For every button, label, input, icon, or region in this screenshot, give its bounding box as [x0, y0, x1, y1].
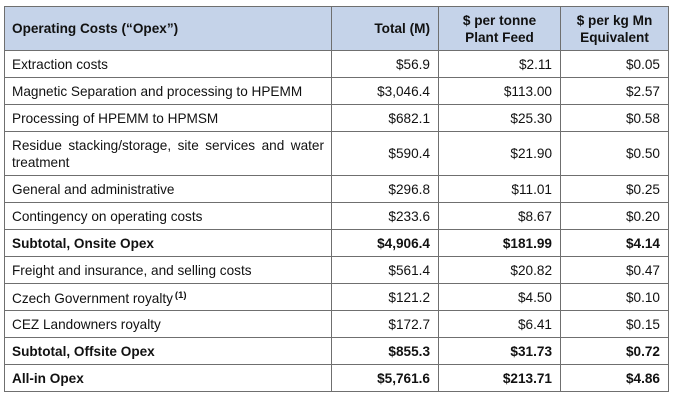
row-per-tonne: $213.71 — [439, 365, 561, 392]
row-per-tonne: $25.30 — [439, 105, 561, 132]
row-label: Czech Government royalty — [12, 291, 173, 306]
table-row — [5, 51, 669, 78]
row-total: $4,906.4 — [332, 230, 439, 257]
row-label: Contingency on operating costs — [5, 203, 332, 230]
row-label-with-footnote — [5, 284, 332, 311]
row-label: All-in Opex — [5, 365, 332, 392]
row-total: $56.9 — [332, 51, 439, 78]
header-per-kg — [561, 7, 669, 51]
header-per-tonne-line2: Plant Feed — [465, 29, 534, 45]
row-per-kg: $0.50 — [561, 132, 669, 176]
row-total: $3,046.4 — [332, 78, 439, 105]
row-total: $233.6 — [332, 203, 439, 230]
row-per-kg: $4.14 — [561, 230, 669, 257]
row-total: $121.2 — [332, 284, 439, 311]
row-per-tonne: $113.00 — [439, 78, 561, 105]
row-total: $590.4 — [332, 132, 439, 176]
table-row — [5, 176, 669, 203]
header-per-tonne-line1: $ per tonne — [462, 12, 537, 28]
subtotal-row — [5, 230, 669, 257]
row-per-tonne: $181.99 — [439, 230, 561, 257]
table-row — [5, 257, 669, 284]
row-per-tonne: $11.01 — [439, 176, 561, 203]
table-row — [5, 311, 669, 338]
table-body — [5, 51, 669, 392]
row-total: $5,761.6 — [332, 365, 439, 392]
table-row — [5, 132, 669, 176]
row-per-tonne: $6.41 — [439, 311, 561, 338]
row-per-kg: $0.15 — [561, 311, 669, 338]
row-total: $855.3 — [332, 338, 439, 365]
row-per-kg: $0.20 — [561, 203, 669, 230]
row-per-kg: $0.10 — [561, 284, 669, 311]
row-total: $561.4 — [332, 257, 439, 284]
row-per-kg: $2.57 — [561, 78, 669, 105]
header-per-kg-line1: $ per kg Mn — [576, 12, 653, 28]
row-per-tonne: $2.11 — [439, 51, 561, 78]
footnote-marker: (1) — [174, 290, 187, 301]
row-label: CEZ Landowners royalty — [5, 311, 332, 338]
row-label: Magnetic Separation and processing to HPEMM — [5, 78, 332, 105]
row-per-kg: $0.72 — [561, 338, 669, 365]
header-total: Total (M) — [332, 7, 439, 51]
header-per-tonne — [439, 7, 561, 51]
row-label: Subtotal, Onsite Opex — [5, 230, 332, 257]
row-label: General and administrative — [5, 176, 332, 203]
table-header — [5, 7, 669, 51]
row-label: Residue stacking/storage, site services and water treatment — [5, 132, 332, 176]
row-per-tonne: $21.90 — [439, 132, 561, 176]
header-per-kg-line2: Equivalent — [580, 29, 649, 45]
row-label: Extraction costs — [5, 51, 332, 78]
row-label: Freight and insurance, and selling costs — [5, 257, 332, 284]
row-per-tonne: $4.50 — [439, 284, 561, 311]
total-row — [5, 365, 669, 392]
row-label: Processing of HPEMM to HPMSM — [5, 105, 332, 132]
header-row — [5, 7, 669, 51]
row-per-kg: $0.25 — [561, 176, 669, 203]
row-per-kg: $0.05 — [561, 51, 669, 78]
opex-table — [4, 6, 669, 392]
row-per-kg: $0.47 — [561, 257, 669, 284]
row-label: Subtotal, Offsite Opex — [5, 338, 332, 365]
table-row — [5, 203, 669, 230]
row-total: $296.8 — [332, 176, 439, 203]
subtotal-row — [5, 338, 669, 365]
row-per-kg: $0.58 — [561, 105, 669, 132]
table-row — [5, 105, 669, 132]
table-row — [5, 78, 669, 105]
row-total: $172.7 — [332, 311, 439, 338]
row-per-tonne: $31.73 — [439, 338, 561, 365]
row-per-kg: $4.86 — [561, 365, 669, 392]
row-total: $682.1 — [332, 105, 439, 132]
row-per-tonne: $20.82 — [439, 257, 561, 284]
row-per-tonne: $8.67 — [439, 203, 561, 230]
table-row — [5, 284, 669, 311]
header-item: Operating Costs (“Opex”) — [5, 7, 332, 51]
